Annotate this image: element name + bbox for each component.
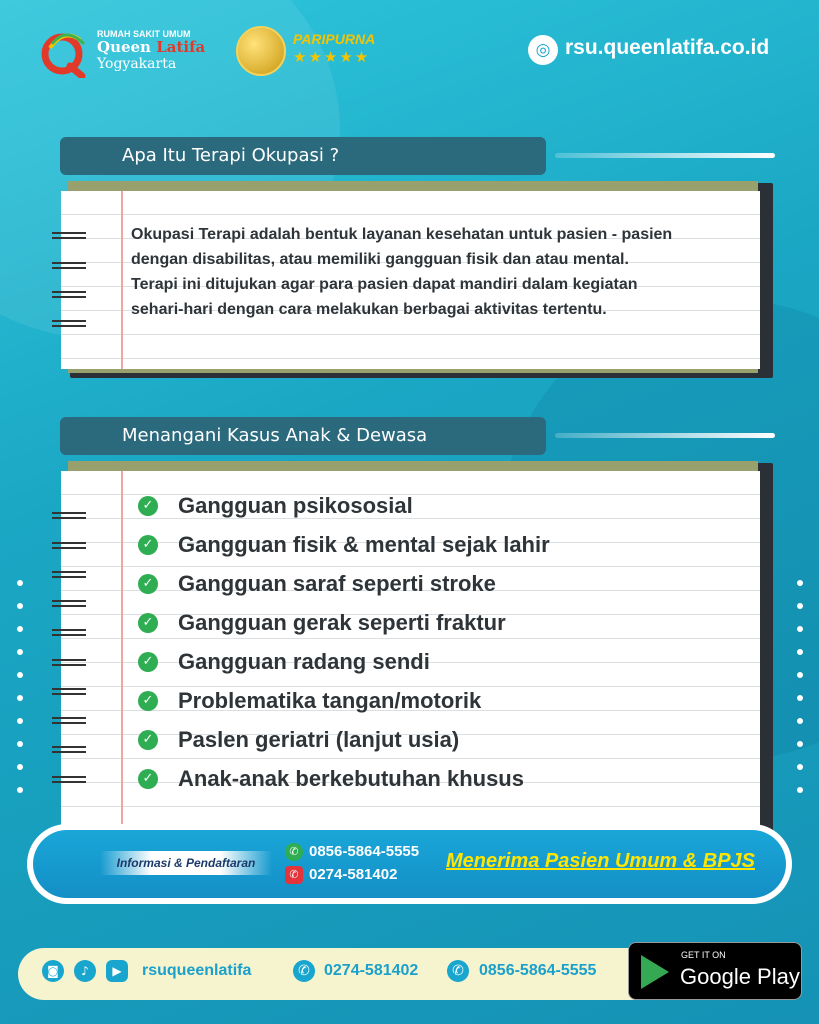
whatsapp-icon: ✆ bbox=[447, 960, 469, 982]
check-icon: ✓ bbox=[138, 730, 158, 750]
whatsapp-icon: ✆ bbox=[285, 843, 303, 861]
binder-ring bbox=[52, 571, 86, 578]
list-item bbox=[138, 647, 430, 677]
list-item-label: Anak-anak berkebutuhan khusus bbox=[178, 766, 524, 791]
footer-phone[interactable]: 0274-581402 bbox=[324, 962, 419, 979]
decor-dot bbox=[797, 626, 803, 632]
binder-ring bbox=[52, 291, 86, 298]
description-line: Terapi ini ditujukan agar para pasien dapat mandiri dalam kegiatan bbox=[131, 276, 638, 293]
decor-dot bbox=[797, 718, 803, 724]
hospital-type: RUMAH SAKIT UMUM bbox=[97, 29, 191, 39]
binder-ring bbox=[52, 629, 86, 636]
decor-dot bbox=[17, 626, 23, 632]
info-tagline: Menerima Pasien Umum & BPJS bbox=[446, 850, 755, 872]
section1-divider bbox=[555, 153, 775, 158]
section2-title: Menangani Kasus Anak & Dewasa bbox=[60, 417, 546, 455]
margin-line bbox=[121, 471, 123, 829]
youtube-icon[interactable]: ▶ bbox=[106, 960, 128, 982]
website-url: rsu.queenlatifa.co.id bbox=[565, 36, 770, 59]
check-icon: ✓ bbox=[138, 574, 158, 594]
decor-dot bbox=[797, 672, 803, 678]
hospital-logo-icon bbox=[40, 28, 88, 78]
list-item-label: Gangguan psikososial bbox=[178, 493, 413, 518]
decor-dot bbox=[797, 695, 803, 701]
decor-dot bbox=[797, 741, 803, 747]
list-item-label: Gangguan saraf seperti stroke bbox=[178, 571, 496, 596]
check-icon: ✓ bbox=[138, 691, 158, 711]
binder-ring bbox=[52, 717, 86, 724]
binder-ring bbox=[52, 262, 86, 269]
decor-dot bbox=[17, 787, 23, 793]
phone-icon: ✆ bbox=[293, 960, 315, 982]
check-icon: ✓ bbox=[138, 535, 158, 555]
list-item bbox=[138, 725, 459, 755]
accreditation-seal-icon bbox=[236, 26, 286, 76]
tiktok-icon[interactable]: ♪ bbox=[74, 960, 96, 982]
list-item-label: Paslen geriatri (lanjut usia) bbox=[178, 727, 460, 752]
list-item bbox=[138, 608, 506, 638]
section1-title: Apa Itu Terapi Okupasi ? bbox=[60, 137, 546, 175]
globe-icon: ◎ bbox=[528, 35, 558, 65]
hospital-name bbox=[97, 38, 205, 56]
binder-ring bbox=[52, 688, 86, 695]
list-item bbox=[138, 569, 496, 599]
hospital-name-part2: Latifa bbox=[156, 38, 206, 56]
description-line: dengan disabilitas, atau memiliki gangguan fisik dan atau mental. bbox=[131, 251, 629, 268]
play-store-icon bbox=[641, 955, 669, 989]
list-item-label: Gangguan gerak seperti fraktur bbox=[178, 610, 506, 635]
accreditation-stars: ★★★★★ bbox=[293, 48, 371, 66]
list-item bbox=[138, 530, 550, 560]
list-item-label: Problematika tangan/motorik bbox=[178, 688, 482, 713]
check-icon: ✓ bbox=[138, 613, 158, 633]
binder-ring bbox=[52, 512, 86, 519]
decor-dot bbox=[17, 695, 23, 701]
hospital-name-part1: Queen bbox=[97, 38, 151, 56]
list-item bbox=[138, 764, 524, 794]
description-line: sehari-hari dengan cara melakukan berbagai aktivitas tertentu. bbox=[131, 301, 607, 318]
footer-whatsapp[interactable]: 0856-5864-5555 bbox=[479, 962, 597, 979]
decor-dot bbox=[17, 580, 23, 586]
list-item-label: Gangguan fisik & mental sejak lahir bbox=[178, 532, 550, 557]
binder-ring bbox=[52, 320, 86, 327]
decor-dot bbox=[797, 649, 803, 655]
list-item bbox=[138, 491, 413, 521]
decor-dot bbox=[17, 718, 23, 724]
store-big-label: Google Play bbox=[680, 964, 800, 989]
decor-dot bbox=[17, 764, 23, 770]
info-phone: 0274-581402 bbox=[309, 866, 398, 883]
hospital-city: Yogyakarta bbox=[97, 56, 177, 72]
instagram-icon[interactable]: ◙ bbox=[42, 960, 64, 982]
list-item bbox=[138, 686, 481, 716]
check-icon: ✓ bbox=[138, 652, 158, 672]
info-label: Informasi & Pendaftaran bbox=[100, 851, 272, 875]
decor-dot bbox=[17, 649, 23, 655]
binder-ring bbox=[52, 232, 86, 239]
decor-dot bbox=[17, 741, 23, 747]
store-small-label: GET IT ON bbox=[681, 950, 726, 960]
decor-dot bbox=[797, 580, 803, 586]
phone-icon: ✆ bbox=[285, 866, 303, 884]
decor-dot bbox=[17, 603, 23, 609]
margin-line bbox=[121, 191, 123, 369]
section2-divider bbox=[555, 433, 775, 438]
check-icon: ✓ bbox=[138, 769, 158, 789]
list-item-label: Gangguan radang sendi bbox=[178, 649, 430, 674]
decor-dot bbox=[797, 764, 803, 770]
binder-ring bbox=[52, 542, 86, 549]
social-handle[interactable]: rsuqueenlatifa bbox=[142, 962, 252, 979]
binder-ring bbox=[52, 600, 86, 607]
accreditation-label: PARIPURNA bbox=[293, 31, 376, 47]
info-whatsapp: 0856-5864-5555 bbox=[309, 843, 420, 860]
check-icon: ✓ bbox=[138, 496, 158, 516]
decor-dot bbox=[17, 672, 23, 678]
binder-ring bbox=[52, 776, 86, 783]
google-play-button[interactable] bbox=[628, 942, 802, 1000]
decor-dot bbox=[797, 603, 803, 609]
description-line: Okupasi Terapi adalah bentuk layanan kesehatan untuk pasien - pasien bbox=[131, 226, 673, 243]
binder-ring bbox=[52, 746, 86, 753]
decor-dot bbox=[797, 787, 803, 793]
binder-ring bbox=[52, 659, 86, 666]
